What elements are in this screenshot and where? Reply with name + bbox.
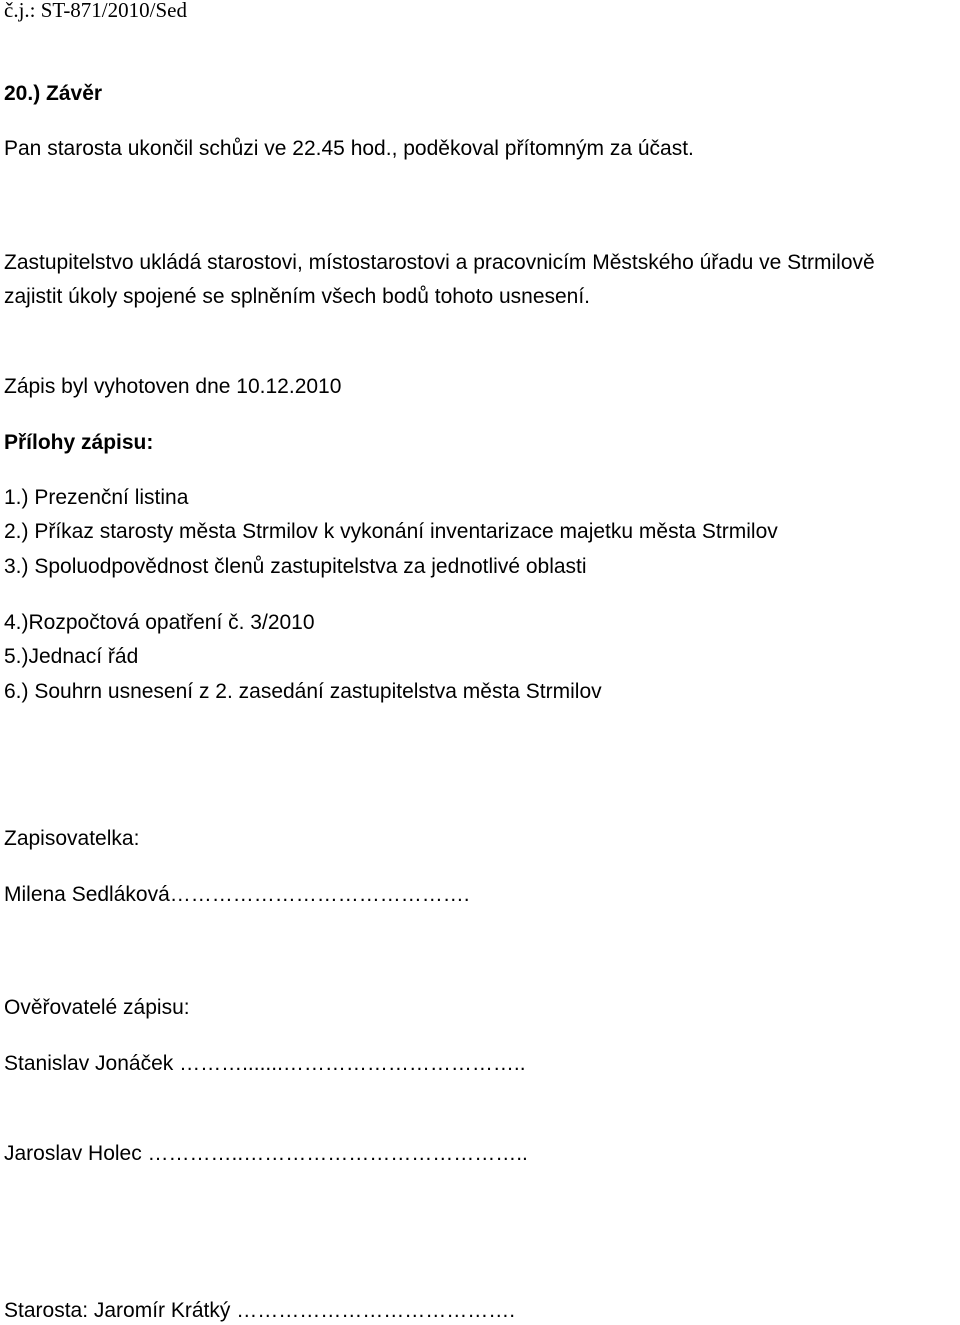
attachment-item: 4.)Rozpočtová opatření č. 3/2010 xyxy=(4,611,315,634)
attachment-item: 3.) Spoluodpovědnost členů zastupitelstva za jednotlivé oblasti xyxy=(4,555,587,578)
verifiers-label: Ověřovatelé zápisu: xyxy=(4,996,190,1019)
section-title: 20.) Závěr xyxy=(4,82,103,105)
minutes-date: Zápis byl vyhotoven dne 10.12.2010 xyxy=(4,375,342,398)
verifier-signature-line-2: Jaroslav Holec …………..………………………………….. xyxy=(4,1142,528,1165)
recorder-signature-line: Milena Sedláková……………………………………. xyxy=(4,883,470,906)
resolution-line-2: zajistit úkoly spojené se splněním všech bodů tohoto usnesení. xyxy=(4,285,591,308)
mayor-signature-line: Starosta: Jaromír Krátký …………………………………. xyxy=(4,1299,516,1322)
attachment-item: 1.) Prezenční listina xyxy=(4,486,189,509)
resolution-line-1: Zastupitelstvo ukládá starostovi, místostarostovi a pracovnicím Městského úřadu ve Strmilově xyxy=(4,251,875,274)
recorder-label: Zapisovatelka: xyxy=(4,827,140,850)
attachment-item: 6.) Souhrn usnesení z 2. zasedání zastupitelstva města Strmilov xyxy=(4,680,602,703)
closing-text: Pan starosta ukončil schůzi ve 22.45 hod., poděkoval přítomným za účast. xyxy=(4,137,694,160)
verifier-signature-line-1: Stanislav Jonáček ……….......…………………………….. xyxy=(4,1052,526,1075)
attachment-item: 5.)Jednací řád xyxy=(4,645,139,668)
attachment-item: 2.) Příkaz starosty města Strmilov k vykonání inventarizace majetku města Strmilov xyxy=(4,520,778,543)
reference-number: č.j.: ST-871/2010/Sed xyxy=(4,0,187,22)
attachments-heading: Přílohy zápisu: xyxy=(4,431,154,454)
